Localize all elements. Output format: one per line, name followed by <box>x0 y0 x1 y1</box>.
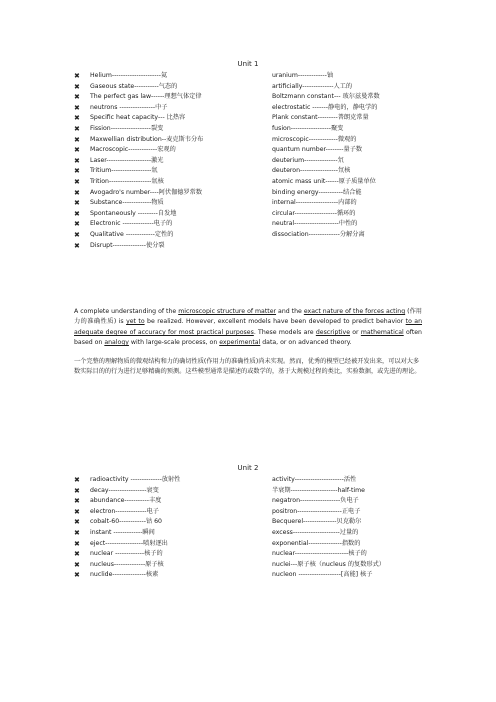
vocab-left-term: instant -------------瞬间 <box>90 528 155 536</box>
vocab-left-term: Macroscopic-------------宏观的 <box>90 146 176 154</box>
bullet-icon: ✖ <box>74 560 80 569</box>
paragraph-text: (作用力的准确性质) is <box>74 308 422 326</box>
bullet-icon: ✖ <box>74 220 80 229</box>
bullet-icon: ✖ <box>74 156 80 165</box>
vocab-row <box>0 82 496 93</box>
vocab-row <box>0 71 496 82</box>
vocab-row <box>0 241 496 252</box>
vocab-right-term: deuteron-----------------氘核 <box>272 167 351 175</box>
vocab-right-term: exponential---------------指数的 <box>272 539 361 547</box>
paragraph-text: A complete understanding of the <box>74 308 179 315</box>
vocab-row <box>0 496 496 507</box>
paragraph-text: and the <box>276 308 304 315</box>
vocab-left-term: Avogadro's number----阿伏伽德罗常数 <box>90 188 203 196</box>
vocab-row <box>0 560 496 571</box>
vocab-right-term: internal-------------------内部的 <box>272 199 357 207</box>
bullet-icon: ✖ <box>74 518 80 527</box>
bullet-icon: ✖ <box>74 476 80 484</box>
bullet-icon: ✖ <box>74 209 80 218</box>
vocab-right-term: excess---------------------过量的 <box>272 528 359 536</box>
vocab-left-term: Fission------------------裂变 <box>90 124 164 132</box>
bullet-icon: ✖ <box>74 135 80 144</box>
bullet-icon: ✖ <box>74 199 80 208</box>
vocab-left-term: Spontaneously ---------自发地 <box>90 209 177 217</box>
vocab-left-term: The perfect gas law------理想气体定律 <box>90 93 202 101</box>
vocab-row <box>0 188 496 199</box>
unit-1-vocabulary-list <box>0 71 496 251</box>
bullet-icon: ✖ <box>74 146 80 155</box>
vocab-right-term: activity----------------------活性 <box>272 476 357 483</box>
vocab-row <box>0 230 496 241</box>
vocab-left-term: Trition-------------------氚核 <box>90 177 164 185</box>
vocab-row <box>0 570 496 581</box>
vocab-left-term: radioactivity --------------放射性 <box>90 476 181 483</box>
bullet-icon: ✖ <box>74 241 80 250</box>
vocab-right-term: positron--------------------正电子 <box>272 507 361 515</box>
bullet-icon: ✖ <box>74 230 80 239</box>
vocab-left-term: Tritium------------------氚 <box>90 167 158 175</box>
vocab-left-term: abundance-----------丰度 <box>90 497 162 505</box>
bullet-icon: ✖ <box>74 72 80 80</box>
vocab-right-term: 半衰期---------------------half-time <box>272 486 365 494</box>
chinese-translation: 一个完整的理解物质的微观结构和力的确切性质(作用力的准确性质)尚未实现。然而，优秀的模型已经被开发出来，可以对大多数实际目的的行为进行足够精确的预测。这些模型通常是描述的或数学的，基于大规模过程的类比，实验数据，或先进的理论。 <box>74 358 421 376</box>
vocab-left-term: eject-----------------喷射逐出 <box>90 539 168 547</box>
bullet-icon: ✖ <box>74 550 80 559</box>
vocab-right-term: artificially--------------人工的 <box>272 82 353 90</box>
vocab-right-term: dissociation--------------分解分离 <box>272 230 365 238</box>
vocab-left-term: Disrupt---------------使分裂 <box>90 241 165 249</box>
underlined-phrase: exact nature of the forces acting <box>303 308 406 315</box>
vocab-row <box>0 219 496 230</box>
vocab-left-term: Specific heat capacity--- 比热容 <box>90 114 186 122</box>
paragraph-text: with large-scale process, on <box>128 339 220 347</box>
vocab-row <box>0 113 496 124</box>
paragraph-text: . These models are <box>253 328 316 336</box>
paragraph-text: be realized. However, excellent models have been developed to predict behavior <box>144 318 406 326</box>
vocab-right-term: deuterium---------------氘 <box>272 156 344 164</box>
reading-paragraph <box>74 307 422 349</box>
vocab-left-term: Gaseous state-----------气态的 <box>90 82 178 90</box>
underlined-phrase: mathematical <box>360 328 404 336</box>
vocab-row <box>0 103 496 114</box>
vocab-right-term: uranium-------------铀 <box>272 72 334 79</box>
unit-1-title: Unit 1 <box>237 60 259 68</box>
vocab-right-term: binding energy-----------结合能 <box>272 188 362 196</box>
vocab-row <box>0 209 496 220</box>
vocab-right-term: electrostatic -------静电的，静电学的 <box>272 103 378 111</box>
bullet-icon: ✖ <box>74 507 80 516</box>
vocab-left-term: nucleus--------------原子核 <box>90 560 164 568</box>
vocab-left-term: Maxwellian distribution--麦克斯韦分布 <box>90 135 204 143</box>
vocab-right-term: nuclei---原子核（nucleus 的复数形式） <box>272 560 385 568</box>
vocab-row <box>0 92 496 103</box>
bullet-icon: ✖ <box>74 82 80 91</box>
bullet-icon: ✖ <box>74 177 80 186</box>
vocab-row <box>0 198 496 209</box>
vocab-row <box>0 517 496 528</box>
bullet-icon: ✖ <box>74 528 80 537</box>
bullet-icon: ✖ <box>74 103 80 112</box>
vocab-right-term: nuclear------------------------核子的 <box>272 550 367 558</box>
vocab-right-term: nucleon -------------------[高能] 核子 <box>272 571 373 579</box>
bullet-icon: ✖ <box>74 93 80 102</box>
unit-2-title: Unit 2 <box>237 464 259 472</box>
vocab-right-term: circular-------------------循环的 <box>272 209 356 217</box>
bullet-icon: ✖ <box>74 497 80 506</box>
vocab-right-term: neutral--------------------中性的 <box>272 220 358 228</box>
vocab-left-term: Helium----------------------氦 <box>90 72 168 79</box>
vocab-row <box>0 166 496 177</box>
vocab-row <box>0 135 496 146</box>
vocab-left-term: Electronic --------------电子的 <box>90 220 173 228</box>
bullet-icon: ✖ <box>74 114 80 123</box>
paragraph-text: data, or on advanced theory. <box>260 339 352 347</box>
underlined-phrase: analogy <box>104 339 129 347</box>
vocab-left-term: cobalt-60------------钴 60 <box>90 518 162 526</box>
bullet-icon: ✖ <box>74 188 80 197</box>
vocab-right-term: Becquerel---------------贝克勒尔 <box>272 518 362 526</box>
bullet-icon: ✖ <box>74 167 80 176</box>
vocab-right-term: quantum number--------量子数 <box>272 146 363 154</box>
vocab-left-term: Qualitative -------------定性的 <box>90 230 174 238</box>
unit-2-vocabulary-list <box>0 475 496 581</box>
vocab-row <box>0 528 496 539</box>
underlined-phrase: microscopic structure of matter <box>178 308 277 315</box>
vocab-row <box>0 124 496 135</box>
vocab-left-term: neutrons ----------------中子 <box>90 103 168 111</box>
bullet-icon: ✖ <box>74 539 80 548</box>
vocab-row <box>0 475 496 486</box>
vocab-left-term: electron--------------电子 <box>90 507 159 515</box>
vocab-left-term: nuclear -------------核子的 <box>90 550 163 558</box>
vocab-row <box>0 507 496 518</box>
vocab-row <box>0 145 496 156</box>
vocab-row <box>0 549 496 560</box>
paragraph-text: or <box>350 328 361 336</box>
vocab-right-term: atomic mass unit------原子质量单位 <box>272 177 376 185</box>
vocab-row <box>0 177 496 188</box>
vocab-right-term: Boltzmann constant--- 玻尔兹曼常数 <box>272 93 380 101</box>
vocab-row <box>0 486 496 497</box>
underlined-phrase: yet to <box>126 318 145 326</box>
vocab-row <box>0 539 496 550</box>
underlined-phrase: descriptive <box>315 328 351 336</box>
vocab-left-term: decay-----------------衰变 <box>90 486 159 494</box>
bullet-icon: ✖ <box>74 486 80 495</box>
underlined-phrase: to an adequate degree of accuracy for most practical purposes <box>74 318 422 336</box>
vocab-right-term: Plank constant---------普朗克常量 <box>272 114 369 122</box>
vocab-left-term: Laser--------------------激光 <box>90 156 164 164</box>
vocab-left-term: Substance-------------物质 <box>90 199 164 207</box>
vocab-right-term: negatron------------------负电子 <box>272 497 359 505</box>
bullet-icon: ✖ <box>74 571 80 580</box>
paragraph-text: often based on <box>74 328 422 347</box>
vocab-right-term: fusion------------------聚变 <box>272 124 344 132</box>
vocab-right-term: microscopic-------------微观的 <box>272 135 357 143</box>
vocab-left-term: nuclide---------------核素 <box>90 571 159 579</box>
underlined-phrase: experimental <box>219 339 261 347</box>
bullet-icon: ✖ <box>74 124 80 133</box>
vocab-row <box>0 156 496 167</box>
